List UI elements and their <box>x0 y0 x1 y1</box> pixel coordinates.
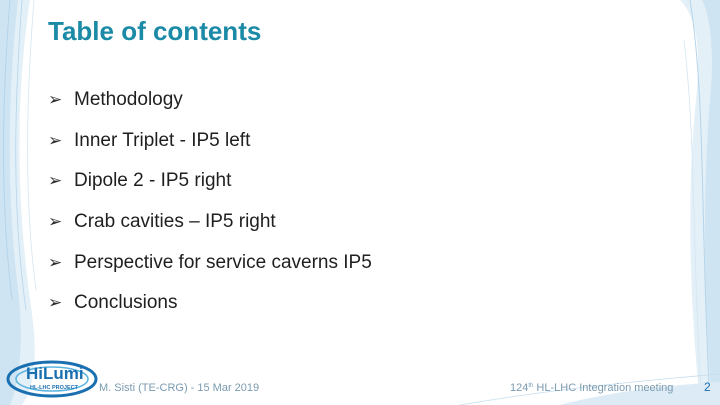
arrow-bullet-icon: ➢ <box>48 171 63 191</box>
hilumi-logo-icon <box>6 358 98 400</box>
list-item <box>48 121 372 162</box>
arrow-bullet-icon: ➢ <box>48 212 63 232</box>
footer-author-date: M. Sisti (TE-CRG) - 15 Mar 2019 <box>99 382 260 394</box>
logo-main-text: HiLumi <box>26 364 84 383</box>
meeting-number: 124 <box>510 382 529 394</box>
list-item-text: Inner Triplet - IP5 left <box>74 129 251 151</box>
list-item <box>48 202 372 243</box>
list-item <box>48 80 372 121</box>
arrow-bullet-icon: ➢ <box>48 252 63 272</box>
meeting-name: HL-LHC Integration meeting <box>533 382 674 394</box>
arrow-bullet-icon: ➢ <box>48 90 63 110</box>
list-item-text: Methodology <box>74 89 183 111</box>
page-number: 2 <box>704 380 711 394</box>
logo-sub-text: HL-LHC PROJECT <box>30 385 78 391</box>
list-item-text: Perspective for service caverns IP5 <box>74 251 372 273</box>
list-item-text: Dipole 2 - IP5 right <box>74 170 232 192</box>
slide-title: Table of contents <box>48 16 262 46</box>
bullet-list <box>48 80 372 324</box>
list-item <box>48 242 372 283</box>
meeting-ordinal: th <box>528 383 534 389</box>
arrow-bullet-icon: ➢ <box>48 130 63 150</box>
list-item-text: Conclusions <box>74 292 178 314</box>
list-item <box>48 283 372 324</box>
list-item <box>48 161 372 202</box>
footer-meeting <box>510 382 673 394</box>
arrow-bullet-icon: ➢ <box>48 293 63 313</box>
list-item-text: Crab cavities – IP5 right <box>74 211 276 233</box>
